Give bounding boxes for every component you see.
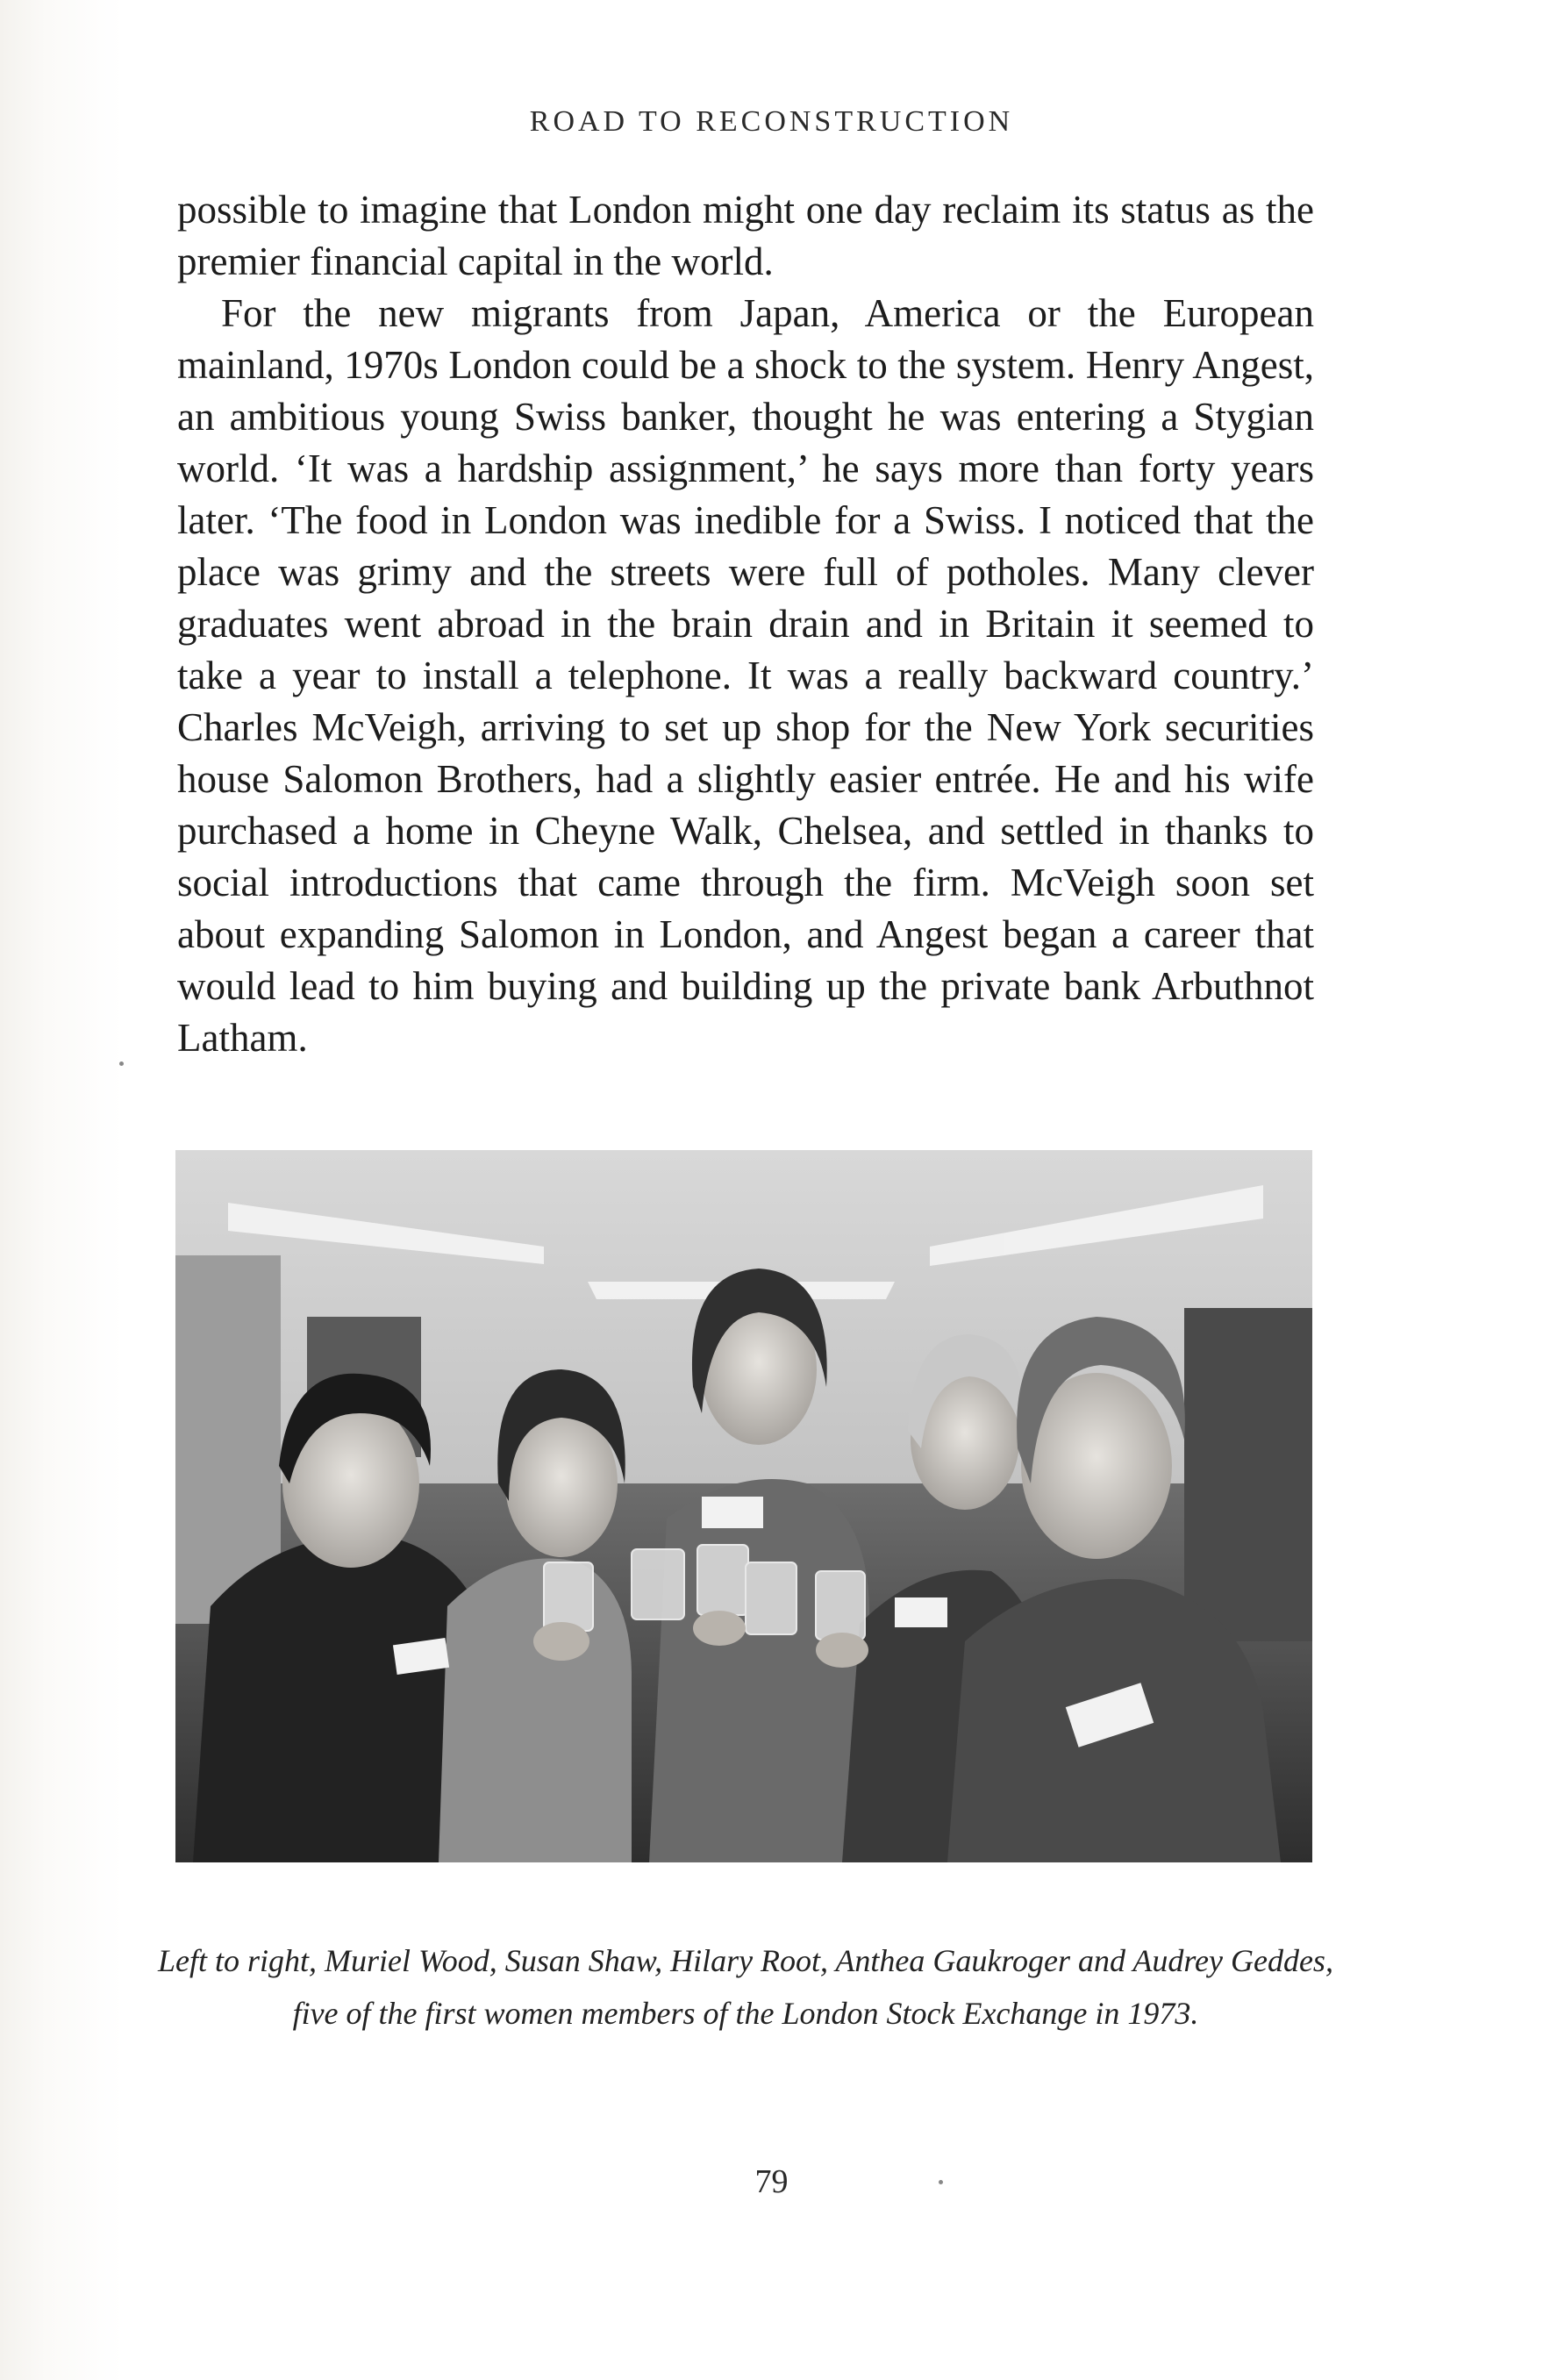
paper-speck <box>939 2180 943 2184</box>
paragraph-continuation: possible to imagine that London might one day reclaim its status as the premier financial capital in the world. <box>177 188 1314 283</box>
photograph-image <box>175 1150 1312 1862</box>
running-head: ROAD TO RECONSTRUCTION <box>529 105 1014 138</box>
page-number: 79 <box>754 2163 789 2200</box>
photo-caption: Left to right, Muriel Wood, Susan Shaw, Hilary Root, Anthea Gaukroger and Audrey Geddes, five of the first women members of the London Stock Exchange in 1973. <box>158 1943 1333 2031</box>
body-text <box>177 184 1314 1064</box>
paper-speck <box>119 1061 124 1066</box>
photograph <box>175 1150 1312 1862</box>
paragraph-main: For the new migrants from Japan, America or the European mainland, 1970s London could be a shock to the system. Henry Angest, an ambitious young Swiss banker, thought he was entering a Stygian world. ‘It was a hardship assignment,’ he says more than forty years later. ‘The food in London was inedible for a Swiss. I noticed that the place was grimy and the streets were full of potholes. Many clever graduates went abroad in the brain drain and in Britain it seemed to take a year to install a telephone. It was a really backward country.’ Charles McVeigh, arriving to set up shop for the New York securities house Salomon Brothers, had a slightly easier entrée. He and his wife purchased a home in Cheyne Walk, Chelsea, and settled in thanks to social introductions that came through the firm. McVeigh soon set about expanding Salomon in London, and Angest began a career that would lead to him buying and building up the private bank Arbuthnot Latham. <box>177 291 1314 1060</box>
